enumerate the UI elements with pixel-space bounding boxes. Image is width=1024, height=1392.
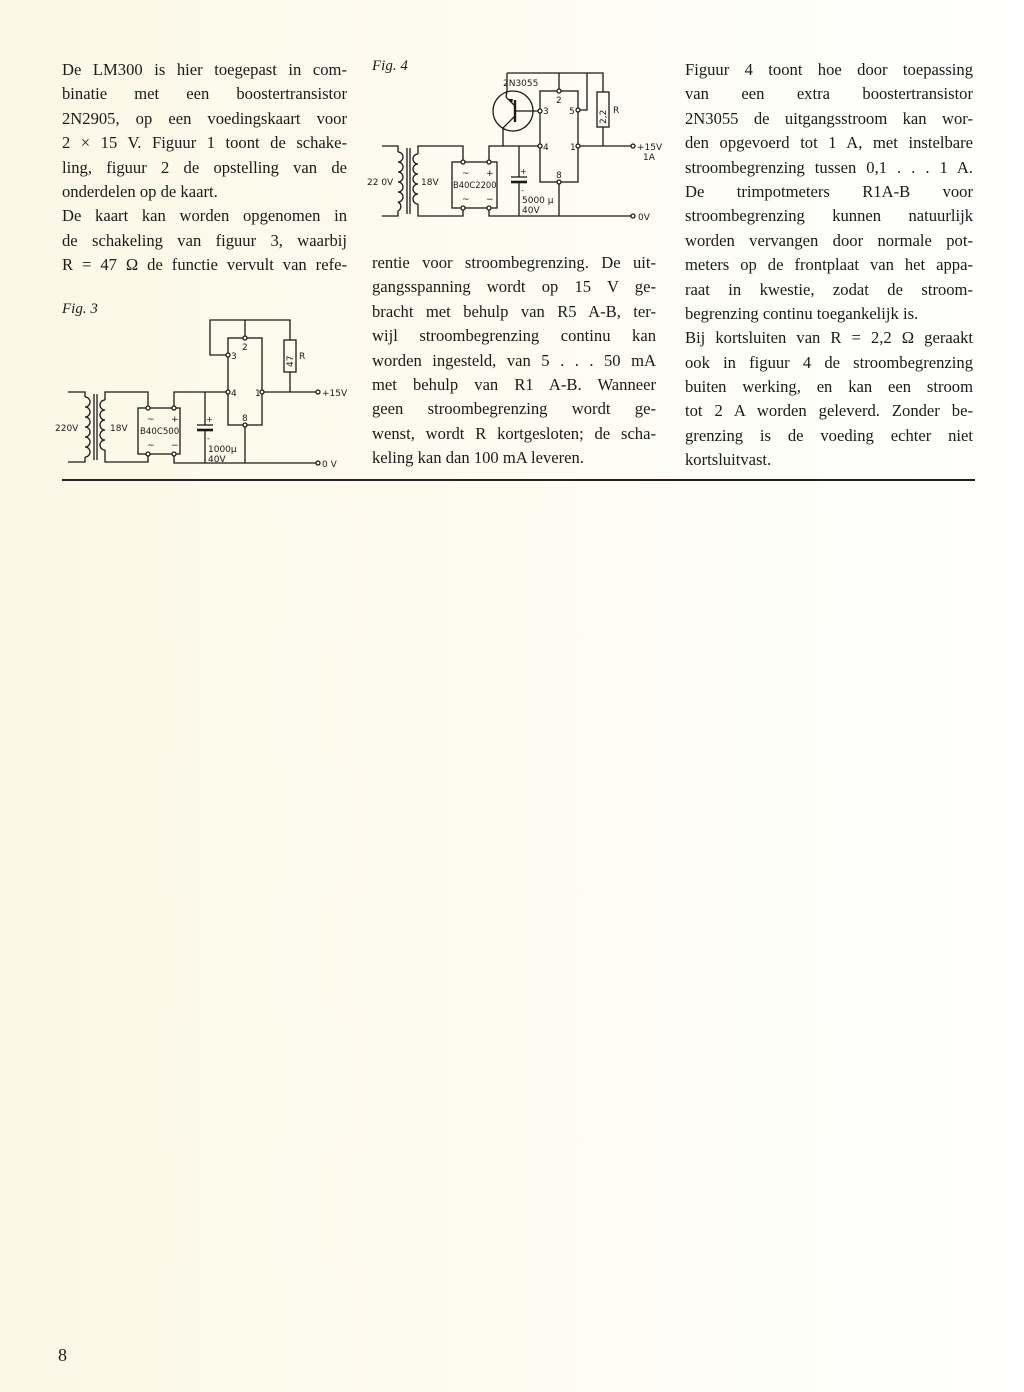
text-line: wenst, wordt R kortgesloten; de scha- [372,423,656,443]
fig3-out-positive: +15V [322,389,348,399]
text-line: worden vervangen door normale pot- [685,230,973,250]
fig3-rect-minus: − [171,441,179,451]
fig3-secondary-voltage: 18V [110,424,128,434]
fig3-out-ground: 0 V [322,460,337,470]
fig4-out-current: 1A [643,153,655,163]
fig4-capacitor-voltage: 40V [522,206,540,216]
text-line: buiten werking, en kan een stroom [685,377,973,397]
fig3-pin-1: 1 [255,389,261,399]
fig3-capacitor-voltage: 40V [208,455,226,465]
fig3-resistor-value: 47 [286,355,296,367]
text-line: met behulp van R1 A-B. Wanneer [372,374,656,394]
fig3-primary-voltage: 220V [55,424,79,434]
fig4-resistor-value: 2,2 [599,109,609,124]
fig4-pin-3: 3 [543,107,549,117]
fig3-rectifier-label: B40C500 [140,427,180,437]
fig4-pin-5: 5 [569,107,575,117]
fig4-resistor-label: R [613,106,620,116]
text-line: bracht met behulp van R5 A-B, ter- [372,301,656,321]
text-line: keling kan dan 100 mA leveren. [372,448,584,468]
text-line: ling, figuur 2 de opstelling van de [62,157,347,177]
text-line: den opgevoerd tot 1 A, met instelbare [685,133,973,153]
text-line: 2N2905, op een voedingskaart voor [62,108,347,128]
text-line: De kaart kan worden opgenomen in [62,206,347,226]
text-line: ook in figuur 4 de stroombegrenzing [685,352,973,372]
text-line: stroombegrenzing kunnen natuurlijk [685,206,973,226]
text-line: wijl stroombegrenzing continu kan [372,326,656,346]
fig4-pin-2: 2 [556,96,562,106]
fig3-rect-plus: + [171,415,179,425]
fig3-capacitor-value: 1000µ [208,445,237,455]
text-line: van een extra boostertransistor [685,84,973,104]
fig4-transistor-label: 2N3055 [503,79,539,89]
fig3-pin-2: 2 [242,343,248,353]
text-line: R = 47 Ω de functie vervult van refe- [62,255,347,275]
text-line: geen stroombegrenzing wordt ge- [372,399,656,419]
fig3-resistor-label: R [299,352,306,362]
fig3-rect-ac-top: ~ [147,415,155,425]
fig4-pin-1: 1 [570,143,576,153]
fig4-secondary-voltage: 18V [421,178,439,188]
fig3-pin-8: 8 [242,414,248,424]
text-line: tot 2 A worden geleverd. Zonder be- [685,401,973,421]
text-line: Figuur 4 toont hoe door toepassing [685,60,973,79]
text-line: raat in kwestie, zodat de stroom- [685,279,973,299]
text-line: De trimpotmeters R1A-B voor [685,181,973,201]
text-line: rentie voor stroombegrenzing. De uit- [372,253,656,272]
text-line: kortsluitvast. [685,450,772,470]
text-line: de schakeling van figuur 3, waarbij [62,230,347,250]
text-line: meters op de frontplaat van het appa- [685,255,973,275]
text-line: begrenzing continu toegankelijk is. [685,303,919,323]
fig4-rect-ac-bottom: ~ [462,195,470,205]
fig4-labels [0,0,1024,500]
fig4-pin-8: 8 [556,171,562,181]
fig4-cap-plus: + [520,167,527,176]
section-divider [62,479,975,481]
fig3-pin-3: 3 [231,352,237,362]
fig4-rect-plus: + [486,169,494,179]
text-line: worden ingesteld, van 5 . . . 50 mA [372,350,656,370]
fig4-rect-ac-top: ~ [462,169,470,179]
text-line: 2N3055 de uitgangsstroom kan wor- [685,108,973,128]
fig4-caption: Fig. 4 [372,58,408,74]
text-line: grenzing is de voeding echter niet [685,425,973,445]
fig3-pin-4: 4 [231,389,237,399]
text-line: Bij kortsluiten van R = 2,2 Ω geraakt [685,328,973,348]
fig4-capacitor-value: 5000 µ [522,196,554,206]
fig4-out-positive: +15V [637,143,663,153]
text-line: De LM300 is hier toegepast in com- [62,60,347,79]
fig3-rect-ac-bottom: ~ [147,441,155,451]
fig4-out-ground: 0V [638,213,650,223]
fig4-primary-voltage: 22 0V [367,178,394,188]
text-line: stroombegrenzing tussen 0,1 . . . 1 A. [685,157,973,177]
text-line: gangsspanning wordt op 15 V ge- [372,277,656,297]
text-line: 2 × 15 V. Figuur 1 toont de schake- [62,133,347,153]
page-number: 8 [58,1345,67,1365]
fig3-caption: Fig. 3 [62,301,98,317]
fig3-cap-minus: - [207,434,210,443]
fig4-cap-minus: - [521,186,524,195]
fig4-pin-4: 4 [543,143,549,153]
text-line: onderdelen op de kaart. [62,181,218,201]
fig4-rectifier-label: B40C2200 [453,180,497,190]
fig3-cap-plus: + [206,415,213,424]
text-line: binatie met een boostertransistor [62,84,347,104]
fig4-rect-minus: − [486,195,494,205]
